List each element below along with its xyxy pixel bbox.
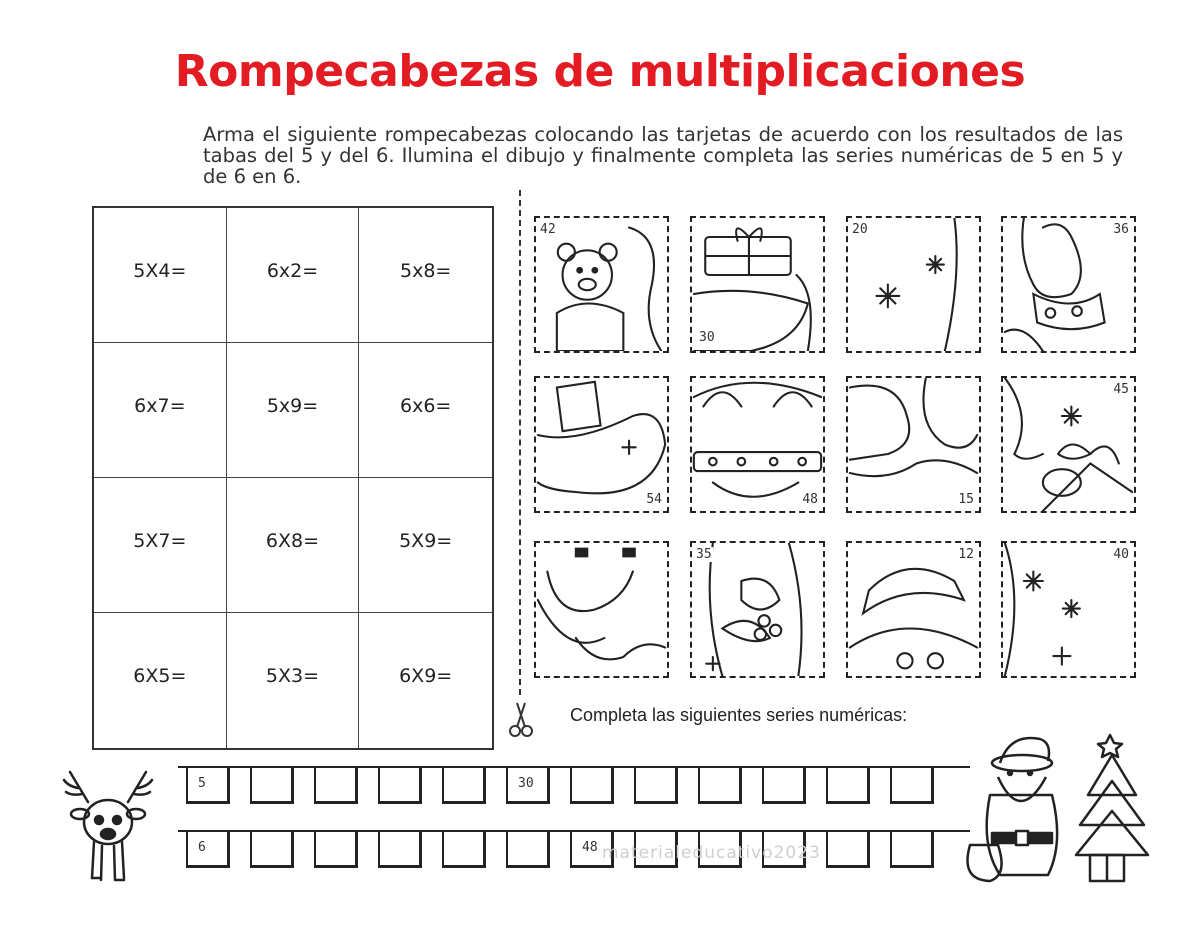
piece-number: 54 bbox=[646, 492, 662, 507]
santa-hat-picture bbox=[848, 543, 979, 676]
piece-number: 20 bbox=[852, 222, 868, 237]
multiplication-cell: 6x6= bbox=[359, 343, 492, 478]
series-box[interactable] bbox=[826, 768, 870, 804]
multiplication-cell: 6X5= bbox=[94, 613, 227, 748]
instructions-text: Arma el siguiente rompecabezas colocando las tarjetas de acuerdo con los resultados de las tabas del 5 y del 6. Ilumina el dibujo y finalmente completa las series numéricas de 5 en 5 y de 6 en 6. bbox=[203, 123, 1123, 188]
piece-number: 15 bbox=[958, 492, 974, 507]
series-box[interactable] bbox=[762, 768, 806, 804]
series-box[interactable]: 6 bbox=[186, 832, 230, 868]
piece-number: 40 bbox=[1113, 547, 1129, 562]
series-title: Completa las siguientes series numéricas: bbox=[570, 705, 908, 725]
snowflakes-right-picture bbox=[1003, 543, 1134, 676]
santa-beard-picture bbox=[536, 543, 667, 676]
scissors-icon bbox=[508, 700, 534, 738]
series-box[interactable]: 30 bbox=[506, 768, 550, 804]
multiplication-cell: 5X9= bbox=[359, 478, 492, 613]
multiplication-cell: 6x7= bbox=[94, 343, 227, 478]
piece-number: 30 bbox=[699, 330, 715, 345]
multiplication-cell: 6X8= bbox=[227, 478, 360, 613]
piece-number: 42 bbox=[540, 222, 556, 237]
puzzle-piece[interactable] bbox=[534, 216, 669, 353]
piece-number: 35 bbox=[696, 547, 712, 562]
multiplication-grid bbox=[92, 206, 494, 750]
santa-glove-picture bbox=[1003, 218, 1134, 351]
watermark: materialeducativo2023 bbox=[602, 843, 821, 863]
multiplication-cell: 5x8= bbox=[359, 208, 492, 343]
series-box[interactable]: 5 bbox=[186, 768, 230, 804]
series-box[interactable] bbox=[442, 768, 486, 804]
piece-number: 48 bbox=[802, 492, 818, 507]
puzzle-piece[interactable] bbox=[534, 376, 669, 513]
piece-number: 36 bbox=[1113, 222, 1129, 237]
santa-claus-icon bbox=[960, 725, 1150, 885]
multiplication-cell: 5X3= bbox=[227, 613, 360, 748]
piece-number: 45 bbox=[1113, 382, 1129, 397]
series-box[interactable] bbox=[250, 832, 294, 868]
puzzle-piece[interactable] bbox=[1001, 541, 1136, 678]
series-box[interactable] bbox=[314, 768, 358, 804]
series-box[interactable] bbox=[698, 768, 742, 804]
series-box[interactable] bbox=[634, 768, 678, 804]
series-box[interactable]: 48 bbox=[570, 832, 614, 868]
cut-line bbox=[519, 190, 521, 695]
teddy-bear-picture bbox=[536, 218, 667, 351]
page-title: Rompecabezas de multiplicaciones bbox=[174, 46, 1026, 97]
series-box[interactable] bbox=[570, 768, 614, 804]
series-box[interactable] bbox=[890, 832, 934, 868]
puzzle-piece[interactable] bbox=[690, 376, 825, 513]
series-box[interactable] bbox=[826, 832, 870, 868]
puzzle-piece[interactable] bbox=[690, 216, 825, 353]
series-box[interactable] bbox=[250, 768, 294, 804]
multiplication-cell: 6x2= bbox=[227, 208, 360, 343]
series-box[interactable] bbox=[378, 768, 422, 804]
series-box[interactable] bbox=[378, 832, 422, 868]
multiplication-cell: 6X9= bbox=[399, 665, 453, 687]
holly-picture bbox=[692, 543, 823, 676]
puzzle-piece[interactable] bbox=[846, 541, 981, 678]
series-box[interactable] bbox=[314, 832, 358, 868]
puzzle-piece[interactable] bbox=[846, 376, 981, 513]
multiplication-cell: 5X4= bbox=[94, 208, 227, 343]
series-box[interactable] bbox=[506, 832, 550, 868]
gift-bow-picture bbox=[1003, 378, 1134, 511]
reindeer-icon bbox=[58, 762, 158, 890]
snowflakes-picture bbox=[848, 218, 979, 351]
multiplication-cell: 5X7= bbox=[94, 478, 227, 613]
puzzle-piece[interactable] bbox=[534, 541, 669, 678]
piece-number: 12 bbox=[958, 547, 974, 562]
puzzle-piece[interactable] bbox=[846, 216, 981, 353]
series-box[interactable] bbox=[890, 768, 934, 804]
puzzle-piece[interactable] bbox=[1001, 216, 1136, 353]
puzzle-piece[interactable] bbox=[690, 541, 825, 678]
puzzle-piece[interactable] bbox=[1001, 376, 1136, 513]
series-box[interactable] bbox=[442, 832, 486, 868]
multiplication-cell: 5x9= bbox=[227, 343, 360, 478]
